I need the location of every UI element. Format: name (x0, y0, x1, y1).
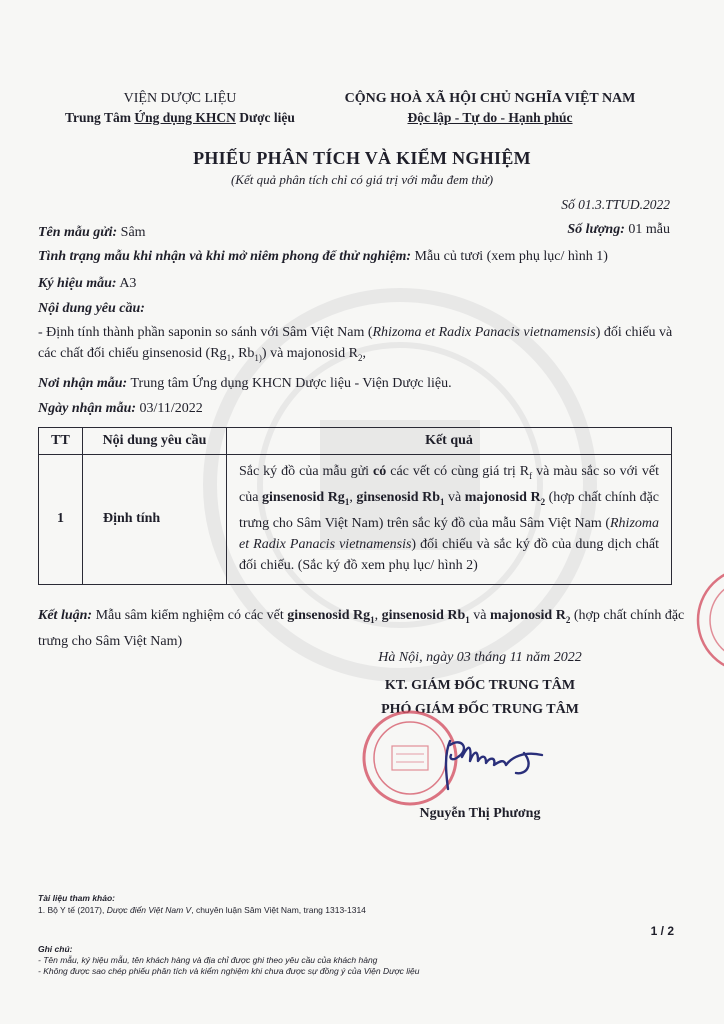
handwritten-signature-icon (420, 735, 560, 795)
quantity-label: Số lượng: (567, 222, 625, 237)
receiving-date-line (38, 398, 678, 419)
result-bold-part: majonosid R (464, 489, 541, 505)
conclusion (38, 605, 688, 652)
document-header (0, 90, 724, 130)
conclusion-bold-part: ginsenosid Rb (381, 608, 466, 623)
subscript: 1 (465, 614, 470, 625)
page-number: 1 / 2 (650, 924, 674, 938)
column-header-result: Kết quả (227, 428, 672, 455)
note-line: - Không được sao chép phiếu phân tích và kiểm nghiệm khi chưa được sự đồng ý của Viện Dược liệu (38, 966, 420, 976)
request-text-part: , (362, 346, 366, 361)
sample-code-line (38, 273, 678, 294)
row-number: 1 (39, 455, 83, 585)
reference-title: Dược điển Việt Nam V (106, 905, 192, 915)
subscript: 2 (540, 496, 546, 507)
organization-subunit (30, 108, 330, 128)
notes (38, 944, 419, 977)
national-block (320, 90, 660, 128)
reference-text-part: 1. Bộ Y tế (2017), (38, 905, 107, 915)
subscript: 2 (357, 352, 363, 363)
request-text-part: - Định tính thành phần saponin so sánh với Sâm Việt Nam ( (38, 325, 373, 340)
result-text-part: các vết có cùng giá trị R (386, 464, 530, 479)
receiving-place-value: Trung tâm Ứng dụng KHCN Dược liệu - Viện Dược liệu. (130, 376, 452, 391)
request-text-part: ) đối chiếu và các chất đối chiếu ginsenosid (Rg (38, 325, 673, 361)
sample-code-value: A3 (119, 276, 137, 291)
subscript: 1 (226, 352, 232, 363)
subscript: 1 (370, 614, 375, 625)
reference-text-part: , chuyên luận Sâm Việt Nam, trang 1313-1314 (191, 905, 366, 915)
sample-condition-line (38, 246, 678, 267)
table-row (39, 455, 672, 585)
result-bold-part: ginsenosid Rg (261, 489, 345, 505)
signer-title-1: KT. GIÁM ĐỐC TRUNG TÂM (384, 678, 576, 693)
receiving-place-label: Nơi nhận mẫu: (38, 376, 128, 391)
signer-name: Nguyễn Thị Phương (419, 806, 541, 821)
document-title: PHIẾU PHÂN TÍCH VÀ KIỂM NGHIỆM (193, 148, 531, 168)
org-sub-underlined: Ứng dụng KHCN (134, 110, 236, 125)
result-latin-name: Rhizoma et Radix Panacis vietnamensis (239, 515, 659, 552)
note-line: - Tên mẫu, ký hiệu mẫu, tên khách hàng và địa chỉ được ghi theo yêu cầu của khách hàng (38, 955, 378, 965)
table-header-row (39, 428, 672, 455)
sample-condition-value: Mẫu củ tươi (xem phụ lục/ hình 1) (414, 249, 608, 264)
request-latin-name: Rhizoma et Radix Panacis vietnamensis (372, 325, 596, 340)
result-bold-part: có (373, 464, 387, 479)
org-sub-part: Dược liệu (235, 110, 295, 125)
organization-name: VIỆN DƯỢC LIỆU (123, 91, 237, 106)
row-result (227, 455, 672, 585)
subscript: f (529, 470, 533, 481)
result-bold-part: ginsenosid Rb (356, 489, 440, 505)
references-heading: Tài liệu tham khảo: (38, 893, 115, 903)
country-name: CỘNG HOÀ XÃ HỘI CHỦ NGHĨA VIỆT NAM (344, 91, 636, 106)
conclusion-bold-part: majonosid R (489, 608, 566, 623)
column-header-tt: TT (39, 428, 83, 455)
row-content: Định tính (83, 455, 227, 585)
receiving-date-label: Ngày nhận mẫu: (38, 401, 137, 416)
result-text-part: Sắc ký đồ của mẫu gửi (239, 464, 374, 479)
notes-heading: Ghi chú: (38, 944, 73, 954)
sample-code-label: Ký hiệu mẫu: (38, 276, 117, 291)
reference-item (38, 904, 366, 916)
receiving-place-line (38, 373, 678, 394)
column-header-content: Nội dung yêu cầu (83, 428, 227, 455)
receiving-date-value: 03/11/2022 (139, 401, 203, 416)
subscript: 1) (254, 352, 262, 363)
sample-name-label: Tên mẫu gửi: (38, 225, 118, 240)
result-text-part: ) đối chiếu và sắc ký đồ của dung dịch chất đối chiếu. (Sắc ký đồ xem phụ lục/ hình 2) (239, 536, 659, 573)
result-text-part: và màu sắc so với vết của (239, 464, 659, 505)
organization-block (30, 90, 330, 128)
result-text-part: , (349, 489, 357, 505)
national-motto: Độc lập - Tự do - Hạnh phúc (407, 110, 573, 125)
request-content-text (38, 322, 678, 369)
result-text-part: (hợp chất chính đặc trưng cho Sâm Việt Nam) trên sắc ký đồ của mẫu Sâm Việt Nam ( (239, 489, 660, 531)
result-text-part: và (444, 489, 465, 505)
subscript: 1 (439, 496, 445, 507)
request-content-label: Nội dung yêu cầu: (38, 301, 145, 316)
conclusion-text-part: , (374, 608, 382, 623)
request-content-label-line (38, 298, 678, 319)
document-number: Số 01.3.TTUD.2022 (561, 197, 670, 212)
request-text-part: , Rb (231, 346, 255, 361)
document-subtitle: (Kết quả phân tích chỉ có giá trị với mẫu đem thử) (230, 172, 494, 187)
sample-name-value: Sâm (120, 225, 146, 240)
sample-condition-label: Tình trạng mẫu khi nhận và khi mở niêm phong để thử nghiệm: (38, 249, 411, 264)
subscript: 1 (344, 496, 350, 507)
conclusion-text-part: Mẫu sâm kiểm nghiệm có các vết (92, 608, 288, 623)
references (38, 892, 366, 916)
conclusion-text-part: (hợp chất chính đặc trưng cho Sâm Việt Nam) (38, 608, 685, 649)
quantity-line (567, 222, 670, 238)
conclusion-text-part: và (469, 608, 490, 623)
subscript: 2 (565, 614, 571, 625)
results-table (38, 427, 672, 585)
request-text-part: ) và majonosid R (261, 346, 358, 361)
conclusion-bold-part: ginsenosid Rg (287, 608, 371, 623)
quantity-value: 01 mẫu (628, 222, 670, 237)
red-seal-icon (690, 560, 724, 680)
signer-title-2: PHÓ GIÁM ĐỐC TRUNG TÂM (381, 702, 579, 717)
conclusion-label: Kết luận: (38, 608, 93, 623)
signing-date: Hà Nội, ngày 03 tháng 11 năm 2022 (378, 650, 582, 665)
org-sub-part: Trung Tâm (65, 110, 135, 125)
